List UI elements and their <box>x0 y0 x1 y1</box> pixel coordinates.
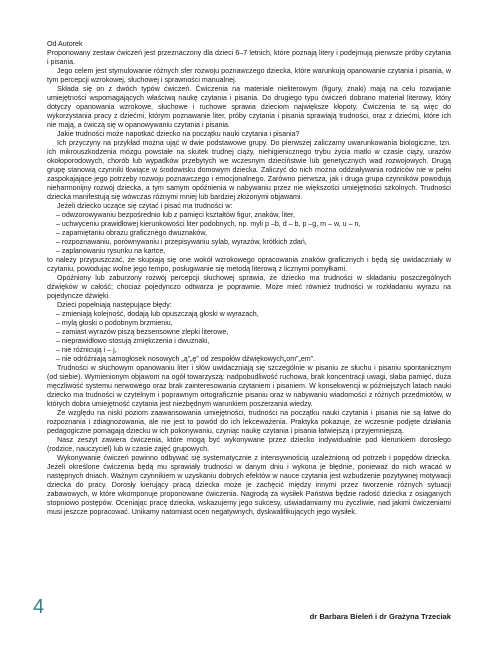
list-item: – odwzorowywaniu bezpośrednio lub z pamięci kształtów figur, znaków, liter, <box>56 211 295 219</box>
author-signature: dr Barbara Bieleń i dr Grażyna Trzeciak <box>309 612 451 621</box>
paragraph: Wykonywanie ćwiczeń powinno odbywać się systematycznie z intensywnością uzależnioną od potrzeb i popędów dziecka. Jeżeli określone ćwiczenia będą mu sprawiały trudności w danym dniu i wykona je błędnie, ponieważ do nich wracać w następnych dniach. Ważnym czynnikiem w uzyskaniu dobrych efektów w nauce czytania jest wzbudzenie pozytywnej motywacji dziecka do pracy. Dorosły kierujący pracą dziecka może je zachęcić między innymi przez tworzenie różnych sytuacji zabawowych, w które wkomponuje proponowane ćwiczenia. Nagrodą za wysiłek Państwa będzie radość dziecka z osiąganych stopniowo postępów. Oceniając pracę dziecka, wskazujemy jego sukcesy, uświadamiamy mu życzliwie, nad jakimi ćwiczeniami musi jeszcze popracować. Unikamy natomiast ocen negatywnych, dyskwalifikujących jego wysiłek. <box>47 454 451 516</box>
paragraph: Trudności w słuchowym opanowaniu liter i słów uwidaczniają się szczególnie w pisaniu ze słuchu i pisaniu spontanicznym (od siebie). Wymienionym objawom na ogół towarzyszą: nadpobudliwość ruchowa, brak koncentracji uwagi, słaba pamięć, duża męczliwość systemu nerwowego oraz brak zainteresowania czytaniem i pisaniem. W konsekwencji w późniejszych latach nauki dziecko ma trudności w czytelnym i poprawnym ortograficznie pisaniu oraz w nabywaniu wiadomości z różnych przedmiotów, w których dobra umiejętność czytania jest niezbędnym warunkiem poszerzania wiedzy. <box>47 364 451 408</box>
paragraph: Opóźniony lub zaburzony rozwój percepcji słuchowej sprawia, że dziecko ma trudności w składaniu poszczególnych dźwięków w całość; chociaż pojedynczo odtwarza je poprawnie. Może mieć również trudności w rozkładaniu wyrazu na pojedyncze dźwięki. <box>47 274 451 300</box>
paragraph: Proponowany zestaw ćwiczeń jest przeznaczony dla dzieci 6–7 letnich, które poznają litery i podejmują pierwsze próby czytania i pisania. <box>47 49 451 66</box>
visual-difficulties-list <box>47 211 451 256</box>
section-heading: Od Autorek <box>47 40 83 48</box>
paragraph: Ich przyczyny na przykład można ująć w dwie podstawowe grupy. Do pierwszej zaliczamy uwarunkowania biologiczne, tzn. ich mikrouszkodzenia mózgu powstałe na skutek trudnej ciąży, niehigienicznego trybu życia matki w czasie ciąży, urazów okołoporodowych, chorób lub wypadków przebytych we wczesnym dzieciństwie lub genetycznych wad rozwojowych. Drugą grupę stanowią czynniki tkwiące w środowisku domowym dziecka. Zaliczyć do nich można oddziaływania rodziców nie w pełni zaspokajające jego potrzeby rozwoju poznawczego i emocjonalnego. Zarówno pierwsza, jak i druga grupa czynników powodują nieharmonijny rozwój dziecka, a tym samym opóźnienia w nabywaniu przez nie większości umiejętności szkolnych. Trudności dziecka manifestują się wówczas różnymi mniej lub bardziej złożonymi objawami. <box>47 139 451 201</box>
list-item: – zamiast wyrazów piszą bezsensowne zlepki literowe, <box>56 328 229 336</box>
errors-list <box>47 310 451 364</box>
paragraph: Dzieci popełniają następujące błędy: <box>57 301 172 309</box>
question-heading: Jakie trudności może napotkać dziecko na początku nauki czytania i pisania? <box>57 130 300 138</box>
paragraph: Ze względu na niski poziom zaawansowania umiejętności, trudności na początku nauki czytania i pisania nie są łatwe do rozpoznania i zdiagnozowania, ale nie jest to powód do ich lekceważenia. Praktyka pokazuje, że wczesnie podjęte działania pedagogiczne pomagają dziecku w ich pokonywaniu, czyniąc naukę czytania i pisania łatwiejszą i przyjemniejszą. <box>47 409 451 435</box>
article-body <box>47 40 451 517</box>
paragraph: Składa się on z dwóch typów ćwiczeń. Ćwiczenia na materiale nieliterowym (figury, znaki) mają na celu rozwijanie umiejętności wspomagających właściwą naukę czytania i pisania. Do drugiego typu ćwiczeń dobrano materiał literowy, który dotyczy opanowania wzrokowe, słuchowe i ruchowe sprawia dzieciom największe kłopoty. Ćwiczenia te są więc do wykorzystania pracy z dziećmi, którym poznawanie liter, próby czytania i pisania sprawiają trudności, oraz z dziećmi, które ich nie mają, a ćwiczą się w opanowywaniu czytania i pisania. <box>47 85 451 129</box>
list-item: – nie odróżniają samogłosek nosowych „ą”„ę” od zespołów dźwiękowych„om”„em”. <box>56 355 316 363</box>
page-number: 4 <box>33 596 45 618</box>
list-item: – nie różnicują i – j, <box>56 346 117 354</box>
list-item: – nieprawidłowo stosują zmiękczenia i dwuznaki, <box>56 337 210 345</box>
list-item: – mylą głoski o podobnym brzmieniu, <box>56 319 173 327</box>
list-item: – zapamiętaniu obrazu graficznego dwuznaków, <box>56 229 208 237</box>
paragraph: to należy przypuszczać, że skupiają się one wokół wzrokowego opracowania znaków graficznych i będą się uwidaczniały w czytaniu, powodując wolne jego tempo, posługiwanie się metodą literową z licznymi pomyłkami. <box>47 256 451 273</box>
paragraph: Jeżeli dziecko uczące się czytać i pisać ma trudności w: <box>57 202 233 210</box>
list-item: – uchwyceniu prawidłowej kierunkowości liter podobnych, np. myli p –b, d – b, p –g, m – w, u – n, <box>56 220 361 228</box>
list-item: – rozpoznawaniu, porównywaniu i przepisywaniu sylab, wyrazów, krótkich zdań, <box>56 238 307 246</box>
paragraph: Jego celem jest stymulowanie różnych sfer rozwoju poznawczego dziecka, które warunkują opanowanie czytania i pisania, w tym percepcji wzrokowej, słuchowej i sprawności manualnej. <box>47 67 451 84</box>
list-item: – zaplanowaniu rysunku na kartce, <box>56 247 166 255</box>
paragraph: Nasz zeszyt zawiera ćwiczenia, które mogą być wykonywane przez dziecko indywidualnie pod kierunkiem dorosłego (rodzice, nauczyciel) lub w czasie zajęć grupowych. <box>47 436 451 453</box>
list-item: – zmieniają kolejność, dodają lub opuszczają głoski w wyrazach, <box>56 310 259 318</box>
